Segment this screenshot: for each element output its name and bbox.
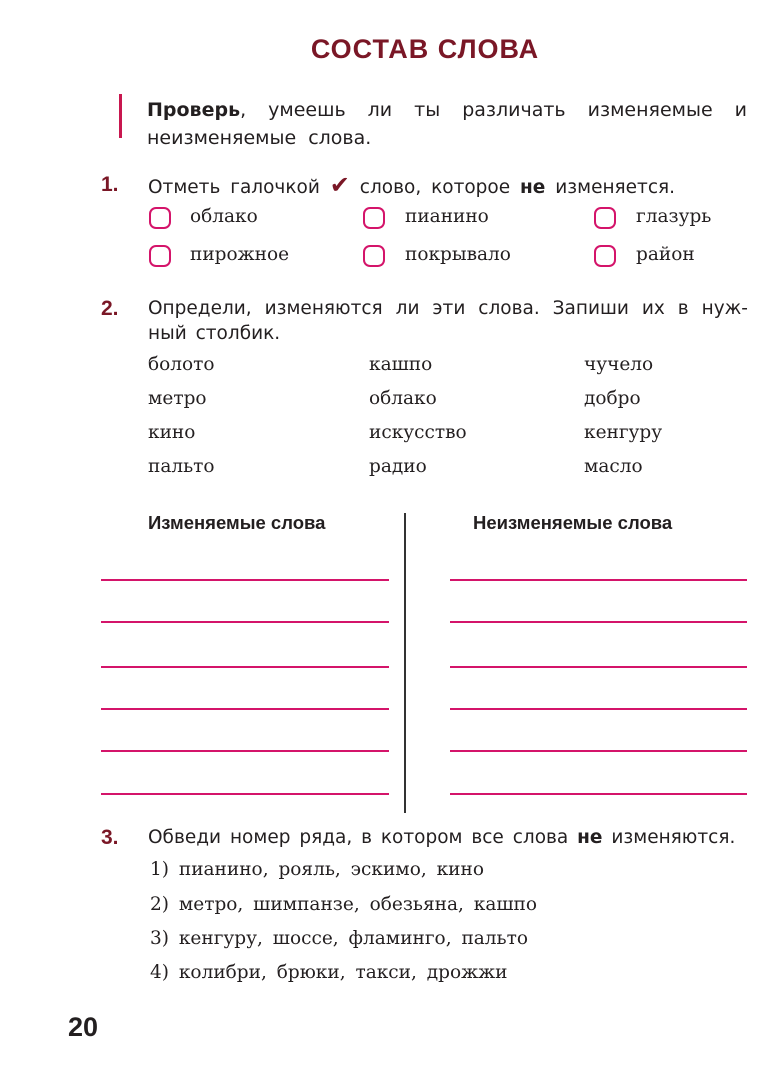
writing-line-right[interactable] xyxy=(450,750,747,752)
option-label: покрывало xyxy=(405,244,511,265)
word-item: добро xyxy=(584,388,641,409)
writing-line-right[interactable] xyxy=(450,666,747,668)
writing-line-right[interactable] xyxy=(450,793,747,795)
intro-text: Проверь, умеешь ли ты различать изменяемые и неизменяемые слова. xyxy=(147,99,747,149)
option-label: глазурь xyxy=(636,206,712,227)
task1-instruction: Отметь галочкой ✔ слово, которое не изменяется. xyxy=(148,171,676,199)
word-item: метро xyxy=(148,388,207,409)
writing-line-right[interactable] xyxy=(450,621,747,623)
intro-marker-bar xyxy=(119,94,122,138)
checkmark-icon: ✔ xyxy=(329,171,350,199)
checkbox-option-3[interactable] xyxy=(594,207,616,229)
word-item: кашпо xyxy=(369,354,433,375)
task3-number: 3. xyxy=(101,826,119,849)
writing-line-left[interactable] xyxy=(101,793,389,795)
option-label: пирожное xyxy=(190,244,290,265)
writing-line-left[interactable] xyxy=(101,621,389,623)
word-item: пальто xyxy=(148,456,215,477)
task2-instruction-line2: ный столбик. xyxy=(148,323,281,344)
writing-line-left[interactable] xyxy=(101,579,389,581)
option-label: район xyxy=(636,244,695,265)
column-header-unchangeable: Неизменяемые слова xyxy=(473,512,673,533)
answer-row-3[interactable]: 3) кенгуру, шоссе, фламинго, пальто xyxy=(150,928,529,949)
task2-number: 2. xyxy=(101,297,119,320)
word-item: радио xyxy=(369,456,427,477)
word-item: масло xyxy=(584,456,643,477)
option-label: пианино xyxy=(405,206,489,227)
column-divider xyxy=(404,513,406,813)
column-header-changeable: Изменяемые слова xyxy=(148,512,326,533)
checkbox-option-5[interactable] xyxy=(363,245,385,267)
answer-row-2[interactable]: 2) метро, шимпанзе, обезьяна, кашпо xyxy=(150,894,538,915)
word-item: облако xyxy=(369,388,437,409)
answer-row-4[interactable]: 4) колибри, брюки, такси, дрожжи xyxy=(150,962,508,983)
word-item: искусство xyxy=(369,422,467,443)
checkbox-option-1[interactable] xyxy=(149,207,171,229)
checkbox-option-4[interactable] xyxy=(149,245,171,267)
writing-line-right[interactable] xyxy=(450,579,747,581)
task2-instruction-line1: Определи, изменяются ли эти слова. Запиши их в нуж- xyxy=(148,298,748,319)
word-item: кенгуру xyxy=(584,422,663,443)
option-label: облако xyxy=(190,206,258,227)
word-item: чучело xyxy=(584,354,654,375)
writing-line-left[interactable] xyxy=(101,750,389,752)
checkbox-option-6[interactable] xyxy=(594,245,616,267)
answer-row-1[interactable]: 1) пианино, рояль, эскимо, кино xyxy=(150,859,484,880)
page-number: 20 xyxy=(68,1012,99,1042)
word-item: кино xyxy=(148,422,196,443)
page-title: СОСТАВ СЛОВА xyxy=(310,34,540,64)
writing-line-left[interactable] xyxy=(101,666,389,668)
writing-line-right[interactable] xyxy=(450,708,747,710)
writing-line-left[interactable] xyxy=(101,708,389,710)
task3-instruction: Обведи номер ряда, в котором все слова не изменяются. xyxy=(148,827,736,848)
checkbox-option-2[interactable] xyxy=(363,207,385,229)
task1-number: 1. xyxy=(101,173,119,196)
word-item: болото xyxy=(148,354,215,375)
